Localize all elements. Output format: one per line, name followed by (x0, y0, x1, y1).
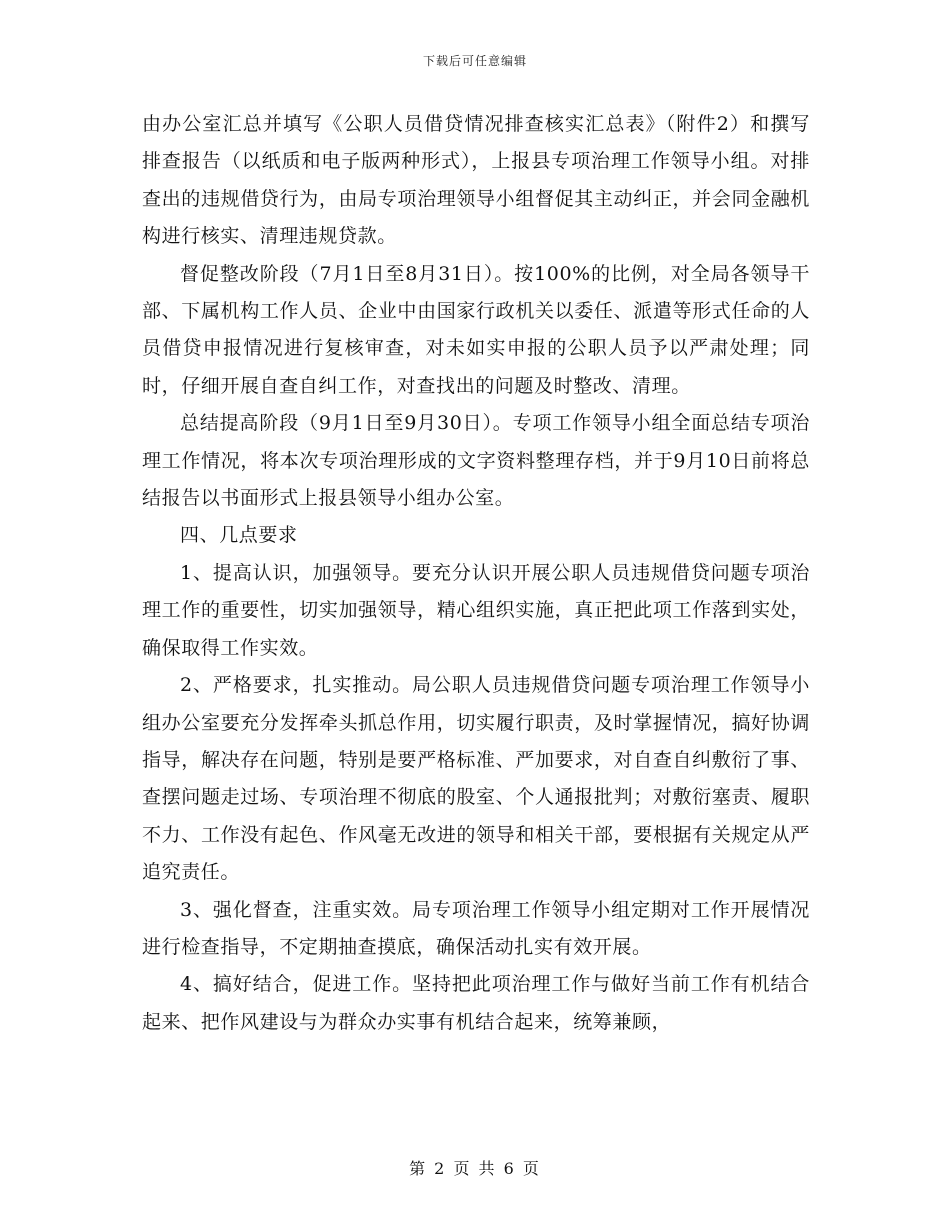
requirement-item-3: 3、强化督查，注重实效。局专项治理工作领导小组定期对工作开展情况进行检查指导，不定期抽查摸底，确保活动扎实有效开展。 (142, 898, 810, 958)
paragraph-rectification-stage: 督促整改阶段（7月1日至8月31日）。按100%的比例，对全局各领导干部、下属机构工作人员、企业中由国家行政机关以委任、派遣等形式任命的人员借贷申报情况进行复核审查，对未如实申报的公职人员予以严肃处理；同时，仔细开展自查自纠工作，对查找出的问题及时整改、清理。 (142, 262, 810, 397)
page-header: 下载后可任意编辑 (422, 54, 527, 68)
requirement-item-1: 1、提高认识，加强领导。要充分认识开展公职人员违规借贷问题专项治理工作的重要性，切实加强领导，精心组织实施，真正把此项工作落到实处，确保取得工作实效。 (142, 561, 810, 659)
requirement-item-2: 2、严格要求，扎实推动。局公职人员违规借贷问题专项治理工作领导小组办公室要充分发挥牵头抓总作用，切实履行职责，及时掌握情况，搞好协调指导，解决存在问题，特别是要严格标准、严加要求，对自查自纠敷衍了事、查摆问题走过场、专项治理不彻底的股室、个人通报批判；对敷衍塞责、履职不力、工作没有起色、作风毫无改进的领导和相关干部，要根据有关规定从严追究责任。 (142, 674, 810, 884)
requirement-item-4: 4、搞好结合，促进工作。坚持把此项治理工作与做好当前工作有机结合起来、把作风建设与为群众办实事有机结合起来，统筹兼顾， (142, 973, 810, 1033)
paragraph-summary-stage: 总结提高阶段（9月1日至9月30日）。专项工作领导小组全面总结专项治理工作情况，将本次专项治理形成的文字资料整理存档，并于9月10日前将总结报告以书面形式上报县领导小组办公室。 (142, 412, 810, 510)
document-body (142, 106, 810, 1041)
page-number: 第 2 页 共 6 页 (409, 1159, 541, 1178)
paragraph-summary-report: 由办公室汇总并填写《公职人员借贷情况排查核实汇总表》（附件2）和撰写排查报告（以纸质和电子版两种形式），上报县专项治理工作领导小组。对排查出的违规借贷行为，由局专项治理领导小组督促其主动纠正，并会同金融机构进行核实、清理违规贷款。 (142, 113, 810, 248)
section-heading-requirements: 四、几点要求 (180, 524, 298, 547)
